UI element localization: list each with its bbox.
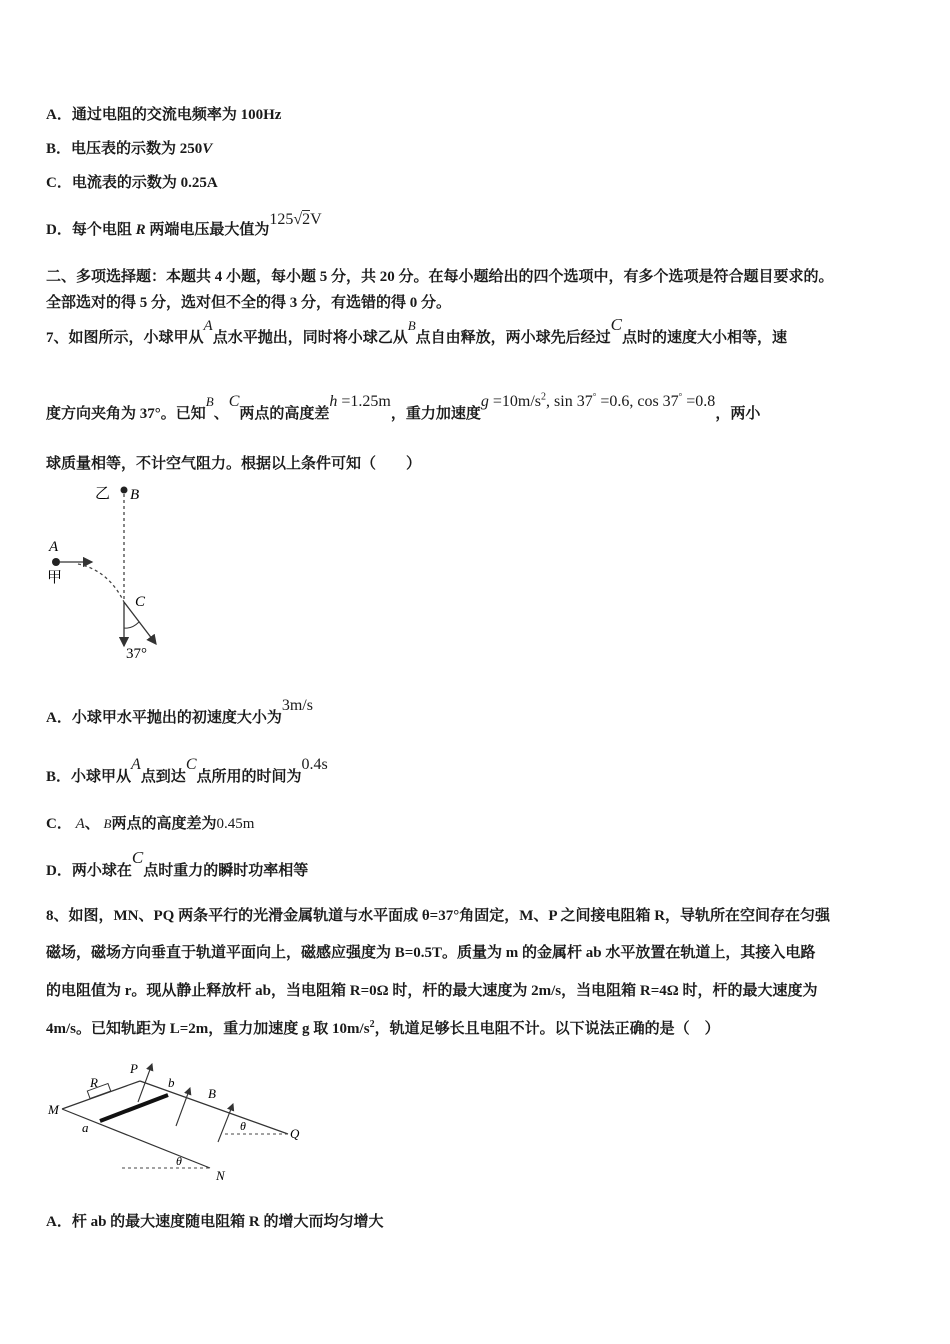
q7-l2-deg1: ° (592, 391, 597, 402)
fig8-label-a: a (82, 1120, 89, 1135)
q7-l2-d: ，两小 (715, 406, 761, 422)
q7-l1-point-c: C (610, 315, 623, 334)
fig8-label-m: M (48, 1102, 59, 1117)
q7-b-point-a: A (131, 756, 141, 773)
q7-stem-line2 (46, 391, 761, 423)
q7-l2-sin: , sin 37 (546, 393, 593, 410)
q7-stem-line1 (46, 315, 788, 347)
q7-l2-gval: =10m/s (492, 393, 542, 410)
fig8-label-theta2: θ (176, 1154, 182, 1168)
fig8-label-r: R (90, 1075, 98, 1090)
q7-c-point-b: B (103, 816, 112, 831)
fig7-label-a: A (49, 539, 59, 555)
q8-option-a: A．杆 ab 的最大速度随电阻箱 R 的增大而均匀增大 (46, 1214, 384, 1230)
q7-l1-d: 点时的速度大小相等，速 (622, 330, 788, 346)
fig8-rod-ab (100, 1095, 168, 1121)
fig7-label-angle: 37° (126, 646, 147, 662)
q7-option-c (46, 812, 254, 833)
q7-l2-sep: 、 (213, 406, 229, 422)
q8-l4-sq: 2 (369, 1019, 375, 1030)
q7-c-math: 0.45m (216, 816, 255, 832)
sqrt-sign: √ (293, 211, 303, 228)
math-sqrt-2: 2 (302, 211, 311, 228)
section2-line1: 二、多项选择题：本题共 4 小题，每小题 5 分，共 20 分。在每小题给出的四个选项中，有多个选项是符合题目要求的。 (46, 269, 834, 285)
q6-option-d-pre: D．每个电阻 (46, 222, 136, 238)
q8-l4-a: 4m/s。已知轨距为 L=2m，重力加速度 g 取 10m/s (46, 1021, 370, 1037)
q6-option-a: A．通过电阻的交流电频率为 100Hz (46, 107, 282, 123)
q7-c-sep: 、 (84, 816, 100, 832)
q7-c-text1: C． (46, 816, 72, 832)
math-125: 125 (269, 211, 294, 228)
fig8-label-b: b (168, 1075, 175, 1090)
q7-b-text1: B．小球甲从 (46, 769, 132, 785)
q7-b-math: 0.4s (301, 756, 328, 773)
fig7-label-jia: 甲 (47, 570, 63, 586)
q7-a-text: A．小球甲水平抛出的初速度大小为 (46, 710, 282, 726)
q8-stem-line3: 的电阻值为 r。现从静止释放杆 ab，当电阻箱 R=0Ω 时，杆的最大速度为 2m/s，当电阻箱 R=4Ω 时，杆的最大速度为 (46, 983, 818, 999)
fig8-field-arrow-1 (138, 1064, 152, 1102)
q7-figure (40, 478, 180, 663)
q7-l2-c: ，重力加速度 (390, 406, 481, 422)
q7-d-text2: 点时重力的瞬时功率相等 (143, 863, 309, 879)
q7-b-text3: 点所用的时间为 (196, 769, 302, 785)
q7-l2-cosv: =0.8 (686, 393, 716, 410)
q7-c-text2: 两点的高度差为 (111, 816, 217, 832)
q7-d-text1: D．两小球在 (46, 863, 132, 879)
q6-option-b-text: B．电压表的示数为 250 (46, 141, 203, 157)
q7-l2-point-b: B (205, 394, 214, 409)
q7-l2-h-expr (329, 393, 390, 410)
q6-option-d-math (269, 211, 321, 228)
math-unit-v: V (310, 211, 322, 228)
q7-l2-point-c: C (228, 393, 240, 410)
q7-c-point-a: A (75, 816, 85, 832)
q7-l1-point-a: A (203, 318, 213, 334)
q7-l2-hval: =1.25m (341, 393, 391, 410)
q7-option-d (46, 848, 309, 880)
fig7-ball-a (52, 558, 60, 566)
fig7-label-b: B (130, 487, 140, 503)
q7-l2-g: g (480, 393, 489, 410)
q8-stem-line1: 8、如图，MN、PQ 两条平行的光滑金属轨道与水平面成 θ=37°角固定，M、P 之间接电阻箱 R，导轨所在空间存在匀强 (46, 908, 831, 924)
q7-l2-sinv: =0.6, cos 37 (600, 393, 679, 410)
fig7-label-yi: 乙 (95, 486, 111, 502)
q7-option-b (46, 756, 328, 786)
fig7-trajectory (78, 564, 124, 602)
q7-b-text2: 点到达 (140, 769, 186, 785)
q7-l1-b: 点水平抛出，同时将小球乙从 (212, 330, 408, 346)
q7-stem-line3: 球质量相等，不计空气阻力。根据以上条件可知（ ） (46, 456, 422, 472)
fig8-label-field: B (208, 1086, 216, 1101)
q7-l2-sq: 2 (541, 391, 547, 403)
fig8-field-arrow-2 (176, 1088, 190, 1126)
fig8-rail-mn (62, 1109, 210, 1168)
fig8-label-n: N (216, 1168, 225, 1183)
q6-option-d-post: 两端电压最大值为 (145, 222, 270, 238)
q7-l1-a: 7、如图所示，小球甲从 (46, 330, 204, 346)
fig7-ball-b (121, 487, 128, 494)
q7-d-point-c: C (131, 848, 144, 867)
fig7-angle-arc (124, 622, 139, 628)
q7-l1-c: 点自由释放，两小球先后经过 (415, 330, 611, 346)
fig7-label-c: C (135, 594, 146, 610)
q6-option-c: C．电流表的示数为 0.25A (46, 175, 218, 191)
q6-option-b-unit: V (202, 141, 213, 157)
fig8-label-p: P (130, 1061, 138, 1076)
q7-option-a (46, 697, 313, 727)
q8-l4-b: ，轨道足够长且电阻不计。以下说法正确的是（ ） (374, 1021, 720, 1037)
q7-a-math: 3m/s (281, 697, 313, 714)
q7-l2-h: h (329, 393, 338, 410)
q8-stem-line4 (46, 1017, 720, 1038)
q6-option-d-var: R (135, 222, 146, 238)
section2-line2: 全部选对的得 5 分，选对但不全的得 3 分，有选错的得 0 分。 (46, 295, 452, 311)
q8-stem-line2: 磁场，磁场方向垂直于轨道平面向上，磁感应强度为 B=0.5T。质量为 m 的金属杆 ab 水平放置在轨道上，其接入电路 (46, 945, 816, 961)
q7-l2-deg2: ° (678, 391, 683, 402)
q7-l1-point-b: B (407, 318, 416, 333)
q8-figure (40, 1058, 310, 1188)
q7-l2-b: 两点的高度差 (239, 406, 330, 422)
q7-l2-a: 度方向夹角为 37°。已知 (46, 406, 206, 422)
fig8-label-theta1: θ (240, 1119, 246, 1133)
fig8-label-q: Q (290, 1126, 300, 1141)
q6-option-b (46, 137, 212, 158)
q7-b-point-c: C (185, 756, 197, 773)
q6-option-d (46, 211, 322, 239)
q7-l2-g-expr (481, 393, 715, 410)
